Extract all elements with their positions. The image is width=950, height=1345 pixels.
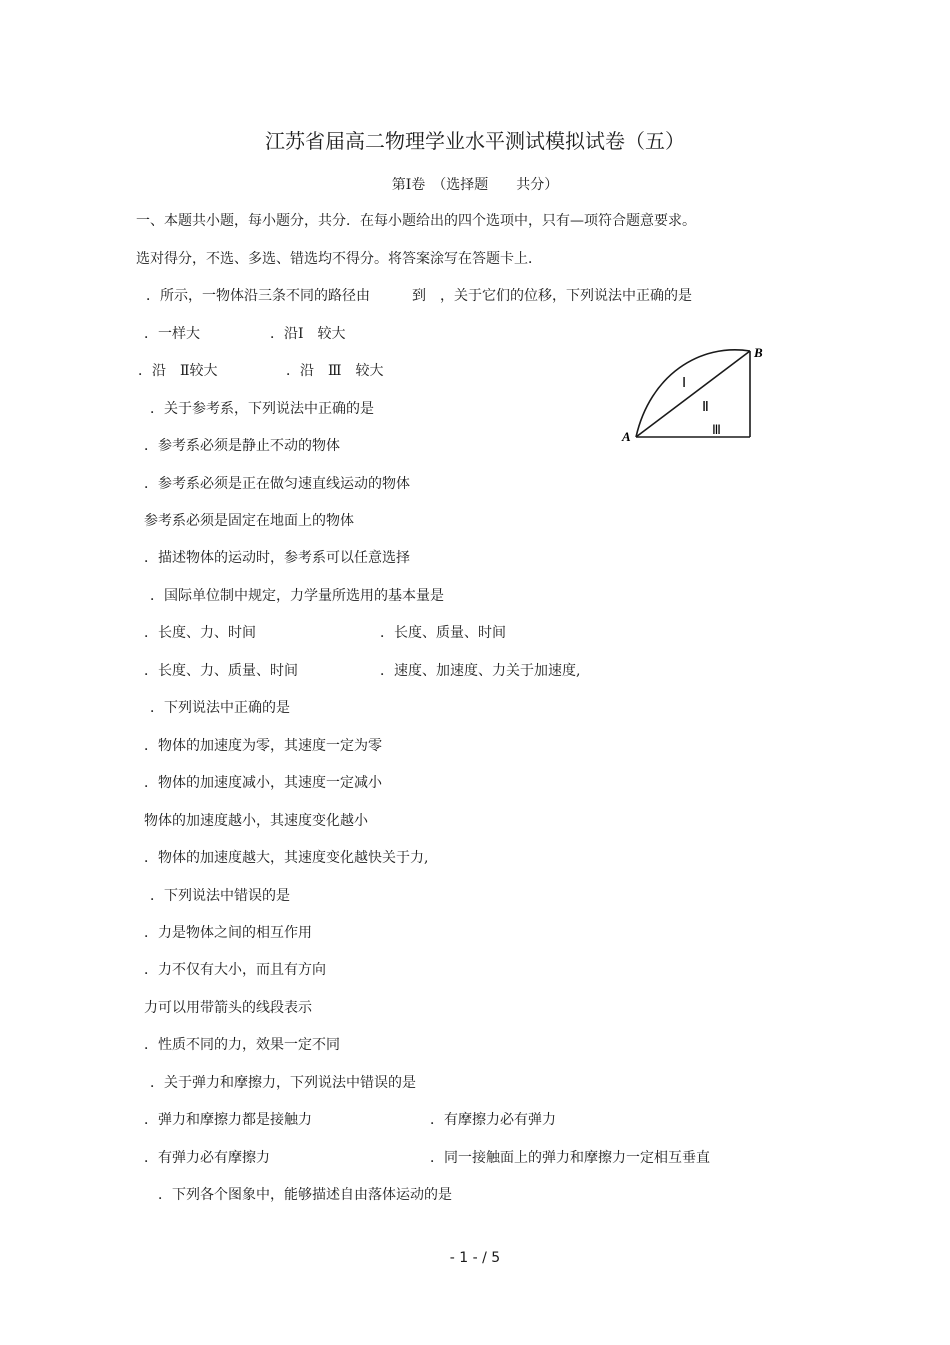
page-number: - 1 - / 5 <box>449 1250 501 1266</box>
path-2-label: Ⅱ <box>702 400 709 415</box>
q2-stem: ．关于参考系，下列说法中正确的是 <box>150 401 374 417</box>
q6-option-c: ．有弹力必有摩擦力 <box>144 1150 270 1166</box>
q4-option-d: ．物体的加速度越大，其速度变化越快关于力, <box>144 850 429 866</box>
point-a-label: A <box>622 429 631 444</box>
q6-option-d: ．同一接触面上的弹力和摩擦力一定相互垂直 <box>430 1150 710 1166</box>
instructions-line-2: 选对得分，不选、多选、错选均不得分。将答案涂写在答题卡上． <box>136 251 542 267</box>
q1-stem: ．所示，一物体沿三条不同的路径由 到 ，关于它们的位移，下列说法中正确的是 <box>146 288 692 304</box>
q1-option-a: ．一样大 <box>144 326 200 342</box>
q4-option-b: ．物体的加速度减小，其速度一定减小 <box>144 775 382 791</box>
q3-option-c: ．长度、力、质量、时间 <box>144 663 298 679</box>
q5-option-b: ．力不仅有大小，而且有方向 <box>144 962 326 978</box>
q2-option-b: ．参考系必须是正在做匀速直线运动的物体 <box>144 476 410 492</box>
path-3-label: Ⅲ <box>712 422 721 437</box>
q1-option-d: ．沿 Ⅲ 较大 <box>286 363 384 379</box>
q5-option-d: ．性质不同的力，效果一定不同 <box>144 1037 340 1053</box>
instructions-line-1: 一、本题共小题，每小题分，共分．在每小题给出的四个选项中，只有—项符合题意要求。 <box>136 213 696 229</box>
path-1-label: Ⅰ <box>682 376 687 391</box>
q2-option-a: ．参考系必须是静止不动的物体 <box>144 438 340 454</box>
q4-stem: ．下列说法中正确的是 <box>150 700 290 716</box>
q3-option-b: ．长度、质量、时间 <box>380 625 506 641</box>
q4-option-a: ．物体的加速度为零，其速度一定为零 <box>144 738 382 754</box>
page-title: 江苏省届高二物理学业水平测试模拟试卷（五） <box>265 129 685 153</box>
q5-stem: ．下列说法中错误的是 <box>150 888 290 904</box>
path-diagram <box>620 335 790 450</box>
q3-option-d: ．速度、加速度、力关于加速度, <box>380 663 581 679</box>
q6-option-a: ．弹力和摩擦力都是接触力 <box>144 1112 312 1128</box>
section-subtitle: 第Ⅰ卷 （选择题 共分） <box>391 177 559 193</box>
point-b-label: B <box>754 345 763 360</box>
q2-option-c: 参考系必须是固定在地面上的物体 <box>144 513 354 529</box>
q5-option-c: 力可以用带箭头的线段表示 <box>144 1000 312 1016</box>
q6-option-b: ．有摩擦力必有弹力 <box>430 1112 556 1128</box>
q1-option-b: ．沿Ⅰ 较大 <box>270 326 346 342</box>
q4-option-c: 物体的加速度越小，其速度变化越小 <box>144 813 368 829</box>
q7-stem: ．下列各个图象中，能够描述自由落体运动的是 <box>158 1187 452 1203</box>
q5-option-a: ．力是物体之间的相互作用 <box>144 925 312 941</box>
q3-option-a: ．长度、力、时间 <box>144 625 256 641</box>
q3-stem: ．国际单位制中规定，力学量所选用的基本量是 <box>150 588 444 604</box>
q1-option-c: ．沿 Ⅱ较大 <box>138 363 218 379</box>
q6-stem: ．关于弹力和摩擦力，下列说法中错误的是 <box>150 1075 416 1091</box>
q2-option-d: ．描述物体的运动时，参考系可以任意选择 <box>144 550 410 566</box>
